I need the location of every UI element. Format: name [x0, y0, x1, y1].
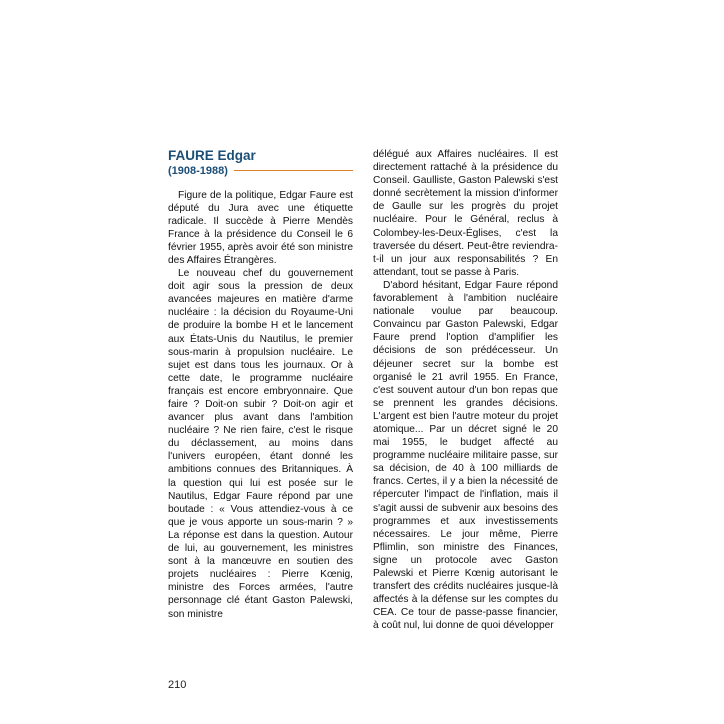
paragraph: D'abord hésitant, Edgar Faure répond favorablement à l'ambition nucléaire nationale voulue par beaucoup. Convaincu par Gaston Palewski, Edgar Faure prend l'option d'amplifier les décisions de son prédécesseur. Un déjeuner secret sur la bombe est organisé le 21 avril 1955. En France, c'est souvent autour d'un bon repas que se prennent les grandes décisions. L'argent est bien l'autre moteur du projet atomique... Par un décret signé le 20 mai 1955, le budget affecté au programme nucléaire militaire passe, sur sa décision, de 40 à 100 milliards de francs. Certes, il y a bien la nécessité de répercuter l'impact de l'inflation, mais il s'agit aussi de subvenir aux besoins des programmes et aux investissements nécessaires. Le jour même, Pierre Pflimlin, son ministre des Finances, signe un protocole avec Gaston Palewski et Pierre Kœnig autorisant le transfert des crédits nucléaires jusque-là affectés à la défense sur les comptes du CEA. Ce tour de passe-passe financier, à coût nul, lui donne de quoi développer [373, 279, 558, 632]
heading-rule [234, 170, 353, 172]
entry-name-last: Edgar [217, 148, 256, 163]
paragraph: délégué aux Affaires nucléaires. Il est directement rattaché à la présidence du Conseil. Gaulliste, Gaston Palewski s'est donné secrètement la mission d'informer de Gaulle sur les progrès du projet nucléaire. Pour le Général, reclus à Colombey-les-Deux-Églises, c'est la traversée du désert. Peut-être reviendra-t-il un jour aux responsabilités ? En attendant, tout se passe à Paris. [373, 149, 558, 278]
entry-dates: (1908-1988) [168, 164, 228, 177]
left-column [168, 148, 353, 632]
entry-dates-row [168, 165, 353, 177]
entry-heading [168, 148, 353, 177]
two-column-layout [168, 148, 558, 632]
paragraph: Le nouveau chef du gouvernement doit agir sous la pression de deux avancées majeures en matière d'arme nucléaire : la décision du Royaume-Uni de produire la bombe H et le lancement aux États-Unis du Nautilus, le premier sous-marin à propulsion nucléaire. Le sujet est dans tous les journaux. Or à cette date, le programme nucléaire français est encore embryonnaire. Que faire ? Doit-on subir ? Doit-on agir et avancer plus avant dans l'ambition nucléaire ? Ne rien faire, c'est le risque du déclassement, au moins dans l'univers européen, étant donné les ambitions connues des Britanniques. À la question qui lui est posée sur le Nautilus, Edgar Faure répond par une boutade : « Vous attendiez-vous à ce que je vous apporte un sous-marin ? » La réponse est dans la question. Autour de lui, au gouvernement, les ministres sont à la manœuvre en soutien des projets nucléaires : Pierre Kœnig, ministre des Forces armées, l'autre personnage clé étant Gaston Palewski, son ministre [168, 268, 353, 620]
page-number: 210 [168, 679, 187, 691]
entry-name-first: FAURE [168, 148, 214, 163]
article-body [168, 148, 558, 668]
right-column [373, 148, 558, 632]
paragraph: Figure de la politique, Edgar Faure est député du Jura avec une étiquette radicale. Il succède à Pierre Mendès France à la présidence du Conseil le 6 février 1955, après avoir été son ministre des Affaires Étrangères. [168, 189, 353, 266]
entry-name [168, 148, 353, 164]
